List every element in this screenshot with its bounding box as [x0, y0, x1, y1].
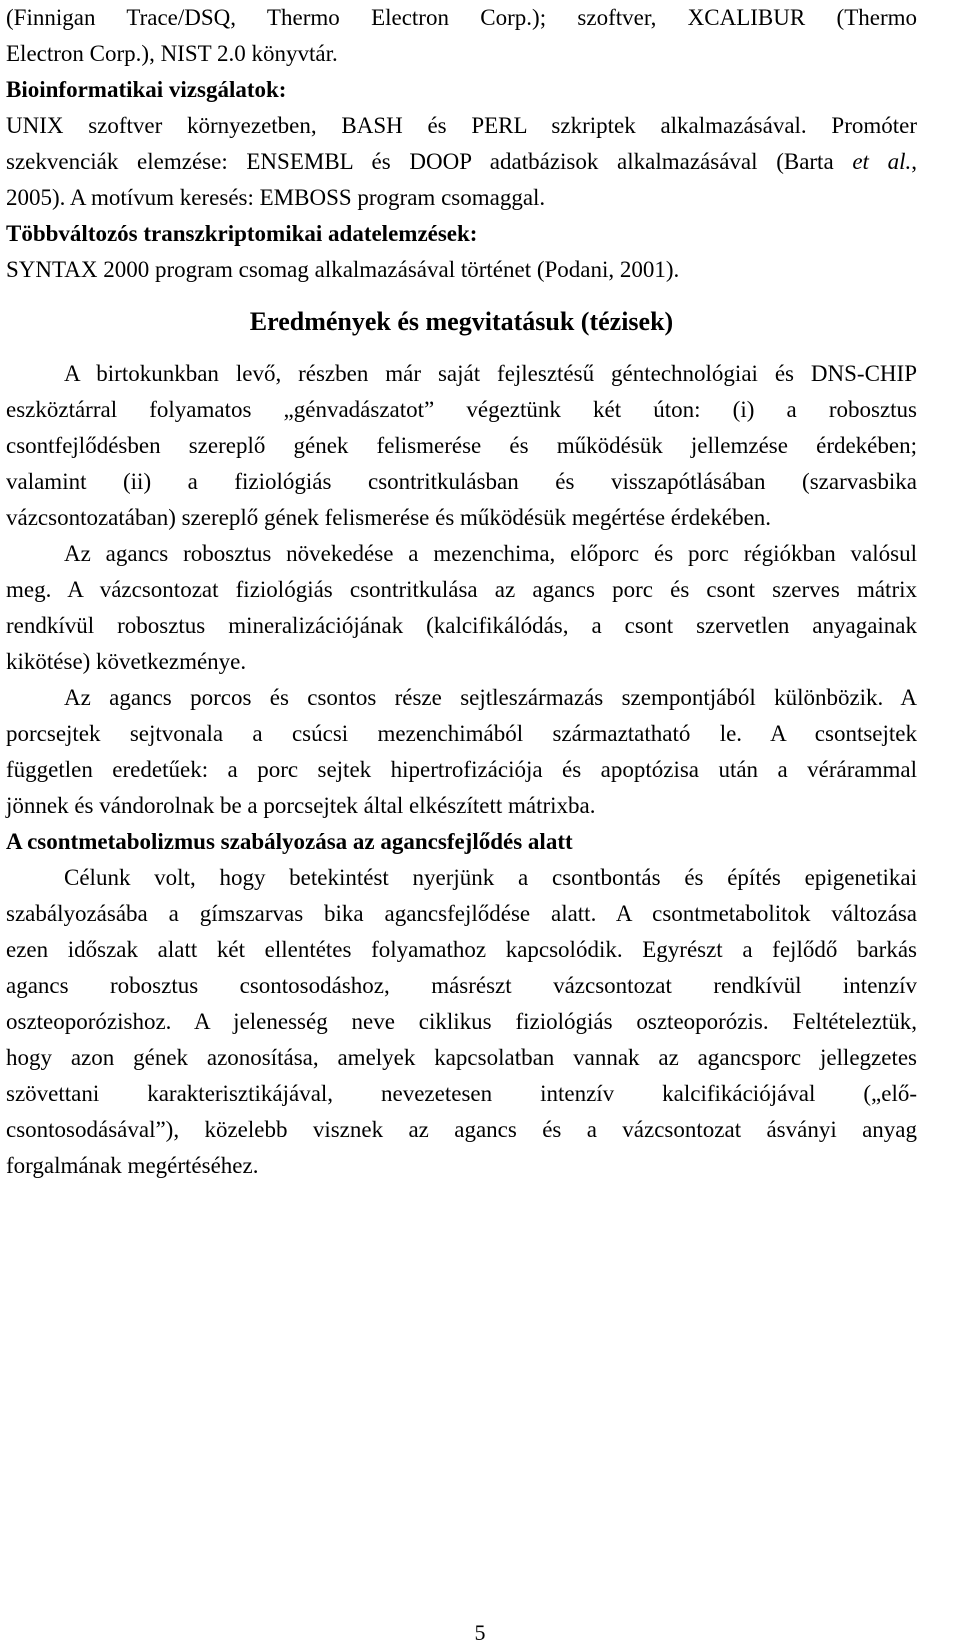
results-paragraph-3: [6, 680, 917, 824]
paragraph-line: meg. A vázcsontozat fiziológiás csontritkulása az agancs porc és csont szerves mátrix: [6, 577, 917, 602]
paragraph-line: Célunk volt, hogy betekintést nyerjünk a csontbontás és építés epigenetikai: [64, 865, 917, 890]
paragraph-line: eszköztárral folyamatos „génvadászatot” végeztünk két úton: (i) a robosztus: [6, 397, 917, 422]
paragraph-line: Az agancs porcos és csontos része sejtleszármazás szempontjából különbözik. A: [64, 685, 917, 710]
paragraph-line: A birtokunkban levő, részben már saját fejlesztésű géntechnológiai és DNS-CHIP: [64, 361, 917, 386]
multivariate-line-1: SYNTAX 2000 program csomag alkalmazásával történet (Podani, 2001).: [6, 257, 680, 282]
multivariate-heading: Többváltozós transzkriptomikai adatelemzések:: [6, 221, 478, 246]
paragraph-line: ezen időszak alatt két ellentétes folyamathoz kapcsolódik. Egyrészt a fejlődő barkás: [6, 937, 917, 962]
bioinfo-heading: Bioinformatikai vizsgálatok:: [6, 77, 287, 102]
paragraph-line: szövettani karakterisztikájával, nevezetesen intenzív kalcifikációjával („elő-: [6, 1081, 917, 1106]
paragraph-line: valamint (ii) a fiziológiás csontritkulásban és visszapótlásában (szarvasbika: [6, 469, 917, 494]
paragraph-line: szabályozásába a gímszarvas bika agancsfejlődése alatt. A csontmetabolitok változása: [6, 901, 917, 926]
paragraph-line: rendkívül robosztus mineralizációjának (kalcifikálódás, a csont szervetlen anyagainak: [6, 613, 917, 638]
methods-line-1: (Finnigan Trace/DSQ, Thermo Electron Corp.); szoftver, XCALIBUR (Thermo: [6, 5, 917, 30]
et-al-citation: et al.: [852, 149, 912, 174]
paragraph-line: forgalmának megértéséhez.: [6, 1153, 259, 1178]
bioinfo-line-2-comma: ,: [911, 149, 917, 174]
bioinfo-line-2: [6, 144, 917, 180]
paragraph-line: hogy azon gének azonosítása, amelyek kapcsolatban vannak az agancsporc jellegzetes: [6, 1045, 917, 1070]
paragraph-line: porcsejtek sejtvonala a csúcsi mezenchimából származtatható le. A csontsejtek: [6, 721, 917, 746]
paragraph-line: független eredetűek: a porc sejtek hipertrofizációja és apoptózisa után a vérárammal: [6, 757, 917, 782]
bioinfo-line-3: 2005). A motívum keresés: EMBOSS program csomaggal.: [6, 185, 546, 210]
document-page: [6, 0, 917, 1184]
section-heading: A csontmetabolizmus szabályozása az agancsfejlődés alatt: [6, 829, 573, 854]
paragraph-line: csontosodásával”), közelebb visznek az agancs és a vázcsontozat ásványi anyag: [6, 1117, 917, 1142]
results-title: Eredmények és megvitatásuk (tézisek): [249, 307, 674, 336]
bioinfo-line-2-text: szekvenciák elemzése: ENSEMBL és DOOP adatbázisok alkalmazásával (Barta: [6, 149, 853, 174]
paragraph-line: agancs robosztus csontosodáshoz, másrészt vázcsontozat rendkívül intenzív: [6, 973, 917, 998]
paragraph-line: csontfejlődésben szereplő gének felismerése és működésük jellemzése érdekében;: [6, 433, 917, 458]
bioinfo-line-1: UNIX szoftver környezetben, BASH és PERL szkriptek alkalmazásával. Promóter: [6, 113, 917, 138]
results-paragraph-2: [6, 536, 917, 680]
paragraph-line: Az agancs robosztus növekedése a mezenchima, előporc és porc régiókban valósul: [64, 541, 917, 566]
page-number: 5: [474, 1620, 486, 1645]
results-paragraph-1: [6, 356, 917, 536]
methods-line-2: Electron Corp.), NIST 2.0 könyvtár.: [6, 41, 338, 66]
paragraph-line: jönnek és vándorolnak be a porcsejtek által elkészített mátrixba.: [6, 793, 596, 818]
paragraph-line: kikötése) következménye.: [6, 649, 247, 674]
paragraph-line: oszteoporózishoz. A jelenesség neve ciklikus fiziológiás oszteoporózis. Feltételeztük,: [6, 1009, 917, 1034]
results-paragraph-4: [6, 860, 917, 1184]
paragraph-line: vázcsontozatában) szereplő gének felismerése és működésük megértése érdekében.: [6, 505, 772, 530]
